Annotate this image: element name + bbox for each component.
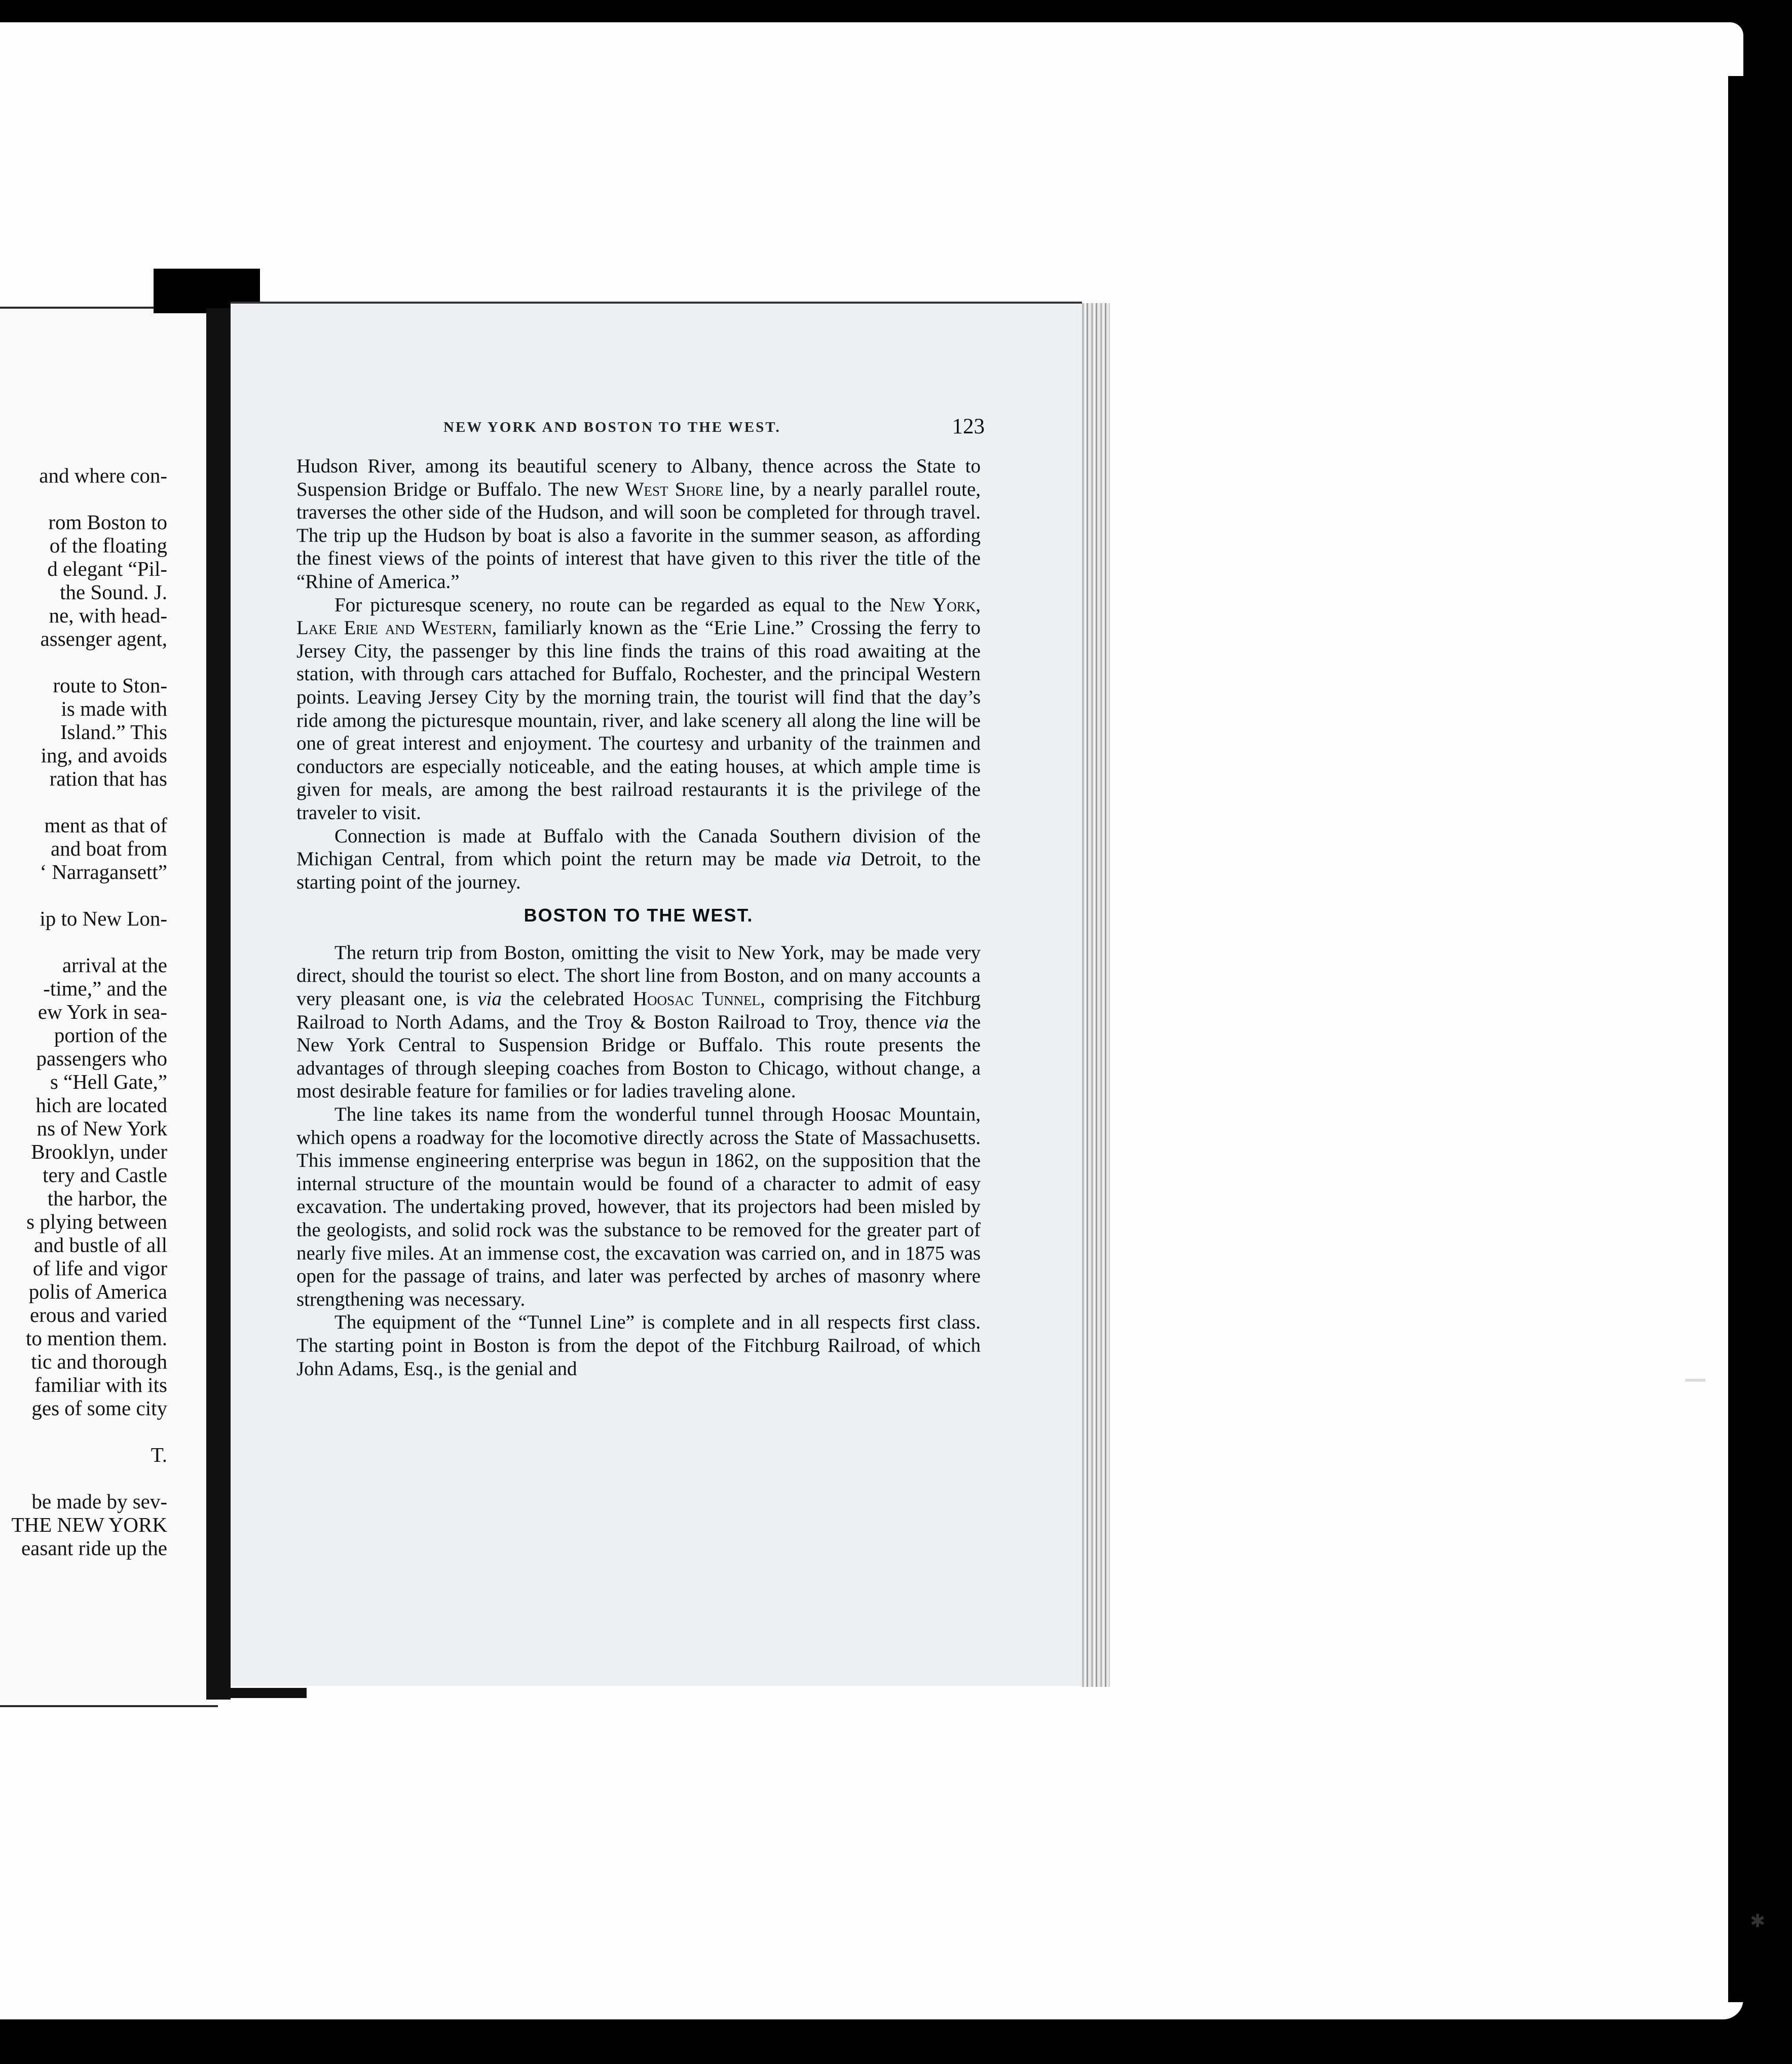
left-page-line: rom Boston to — [48, 510, 167, 534]
left-page-line: to mention them. — [26, 1326, 167, 1350]
left-page-line — [0, 790, 167, 814]
scan-speck-icon: ✱ — [1750, 1911, 1766, 1932]
left-page-line: and boat from — [51, 837, 167, 860]
book-spine-foot — [231, 1688, 307, 1698]
left-page-line: ip to New Lon- — [40, 907, 167, 930]
left-page-line: ew York in sea- — [38, 1000, 167, 1023]
left-facing-page — [0, 307, 218, 1707]
left-page-line — [0, 1466, 167, 1490]
left-page-line: ration that has — [49, 767, 167, 790]
left-page-line: ing, and avoids — [41, 744, 167, 767]
page-number: 123 — [952, 415, 985, 438]
left-page-line: ment as that of — [44, 814, 167, 837]
paragraph: The equipment of the “Tunnel Line” is complete and in all respects first class. The starting point in Boston is from the depot of the Fitchburg Railroad, of which John Adams, Esq., is the genial and — [296, 1311, 981, 1380]
left-page-line: polis of America — [28, 1280, 167, 1303]
left-page-line: familiar with its — [34, 1373, 167, 1396]
paragraph: Connection is made at Buffalo with the Canada Southern division of the Michigan Central, from which point the return may be made via Detroit, to the starting point of the journey. — [296, 825, 981, 893]
left-page-line: tery and Castle — [43, 1163, 167, 1187]
left-page-line — [0, 883, 167, 907]
left-page-line: is made with — [61, 697, 167, 720]
left-page-line: hich are located — [35, 1093, 167, 1117]
scan-border — [1728, 76, 1748, 2002]
left-page-line: arrival at the — [62, 953, 167, 977]
left-page-line — [0, 650, 167, 674]
left-page-line — [0, 930, 167, 953]
left-page-line: be made by sev- — [31, 1490, 167, 1513]
page-edges — [1082, 303, 1110, 1687]
left-page-line: of life and vigor — [32, 1257, 167, 1280]
left-page-line: s “Hell Gate,” — [50, 1070, 167, 1093]
left-page-line: the harbor, the — [47, 1187, 167, 1210]
paragraph: For picturesque scenery, no route can be regarded as equal to the New York, Lake Erie and Western, familiarly known as the “Erie Line.” Crossing the ferry to Jersey City, the passenger by this line finds the trains of this road awaiting at the station, with through cars attached for Buffalo, Rochester, and the principal Western points. Leaving Jersey City by the morning train, the tourist will find that the day’s ride among the picturesque mountain, river, and lake scenery all along the line will be one of great interest and enjoyment. The courtesy and urbanity of the trainmen and conductors are especially noticeable, and the eating houses, at which ample time is given for meals, are among the best railroad restaurants it is the privilege of the traveler to visit. — [296, 594, 981, 824]
left-page-line: d elegant “Pil- — [47, 557, 167, 580]
left-page-line: s plying between — [26, 1210, 167, 1233]
left-page-line: tic and thorough — [31, 1350, 167, 1373]
left-page-line: and bustle of all — [33, 1233, 167, 1257]
page-content — [296, 408, 985, 1380]
running-head: NEW YORK AND BOSTON TO THE WEST. — [443, 419, 781, 435]
left-page-line: ges of some city — [31, 1396, 167, 1420]
left-page-line: the Sound. J. — [60, 580, 167, 604]
section-heading: BOSTON TO THE WEST. — [524, 905, 754, 926]
body-text — [296, 455, 981, 1380]
page-header — [296, 408, 985, 438]
left-page-line — [0, 1420, 167, 1443]
left-page-line: THE NEW YORK — [11, 1513, 167, 1536]
left-page-line: route to Ston- — [53, 674, 167, 697]
left-page-line: Island.” This — [60, 720, 167, 744]
left-page-line: passengers who — [36, 1047, 167, 1070]
left-page-line: and where con- — [39, 464, 167, 487]
left-page-line: portion of the — [54, 1023, 167, 1047]
book-spine — [206, 308, 231, 1700]
left-page-line: -time,” and the — [43, 977, 167, 1000]
left-page-line: easant ride up the — [21, 1536, 167, 1560]
left-page-text — [0, 464, 167, 1560]
scan-mark — [1685, 1379, 1705, 1382]
left-page-line: T. — [151, 1443, 167, 1466]
left-page-line: assenger agent, — [40, 627, 167, 650]
left-page-line: Brooklyn, under — [31, 1140, 167, 1163]
left-page-line: ne, with head- — [49, 604, 167, 627]
paragraph: Hudson River, among its beautiful scenery to Albany, thence across the State to Suspension Bridge or Buffalo. The new West Shore line, by a nearly parallel route, traverses the other side of the Hudson, and will soon be completed for through travel. The trip up the Hudson by boat is also a favorite in the summer season, as affording the finest views of the points of interest that have given to this river the title of the “Rhine of America.” — [296, 455, 981, 593]
left-page-line: erous and varied — [30, 1303, 167, 1326]
left-page-line — [0, 487, 167, 510]
left-page-line: ns of New York — [36, 1117, 167, 1140]
left-page-line: ‘ Narragansett” — [40, 860, 167, 883]
left-page-line: of the floating — [49, 534, 167, 557]
paragraph: The line takes its name from the wonderful tunnel through Hoosac Mountain, which opens a roadway for the locomotive directly across the State of Massachusetts. This immense engineering enterprise was begun in 1862, on the supposition that the internal structure of the mountain would be found of a character to admit of easy excavation. The undertaking proved, however, that its projectors had been misled by the geologists, and solid rock was the substance to be removed for the greater part of nearly five miles. At an immense cost, the excavation was carried on, and in 1875 was open for the passage of trains, and later was perfected by arches of masonry where strengthening was necessary. — [296, 1103, 981, 1310]
paragraph: The return trip from Boston, omitting the visit to New York, may be made very direct, should the tourist so elect. The short line from Boston, and on many accounts a very pleasant one, is via the celebrated Hoosac Tunnel, comprising the Fitchburg Railroad to North Adams, and the Troy & Boston Railroad to Troy, thence via the New York Central to Suspension Bridge or Buffalo. This route presents the advantages of through sleeping coaches from Boston to Chicago, without change, a most desirable feature for families or for ladies traveling alone. — [296, 941, 981, 1102]
